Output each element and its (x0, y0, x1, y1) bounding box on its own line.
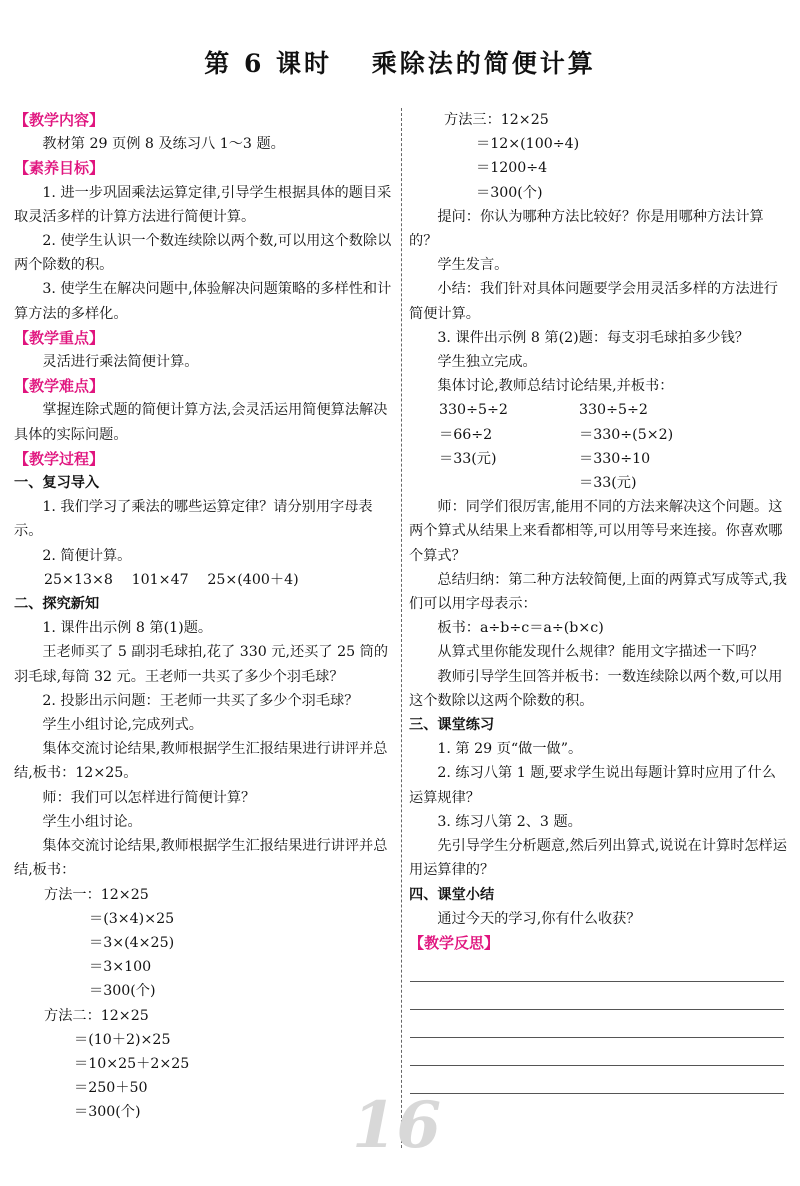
paragraph: 集体讨论,教师总结讨论结果,并板书： (437, 378, 674, 395)
calc-pair (409, 398, 789, 422)
paragraph: 从算式里你能发现什么规律？能用文字描述一下吗？ (437, 644, 764, 661)
writing-line (410, 1009, 784, 1010)
calc-line: 25×13×8 101×47 25×(400＋4) (44, 571, 299, 588)
paragraph: 提问：你认为哪种方法比较好？你是用哪种方法计算的？ (409, 208, 764, 250)
method-line: ＝3×100 (89, 959, 152, 976)
calc-left: ＝33(元) (439, 450, 497, 467)
paragraph: 3. 练习八第 2、3 题。 (437, 813, 582, 830)
paragraph: 学生小组讨论,完成列式。 (42, 717, 203, 734)
method-line: ＝3×(4×25) (89, 934, 175, 951)
writing-line (410, 1093, 784, 1094)
paragraph: 总结归纳：第二种方法较简便,上面的两算式写成等式,我们可以用字母表示： (409, 571, 787, 613)
heading-process: 【教学过程】 (14, 449, 105, 468)
method-line: ＝12×(100÷4) (476, 136, 580, 153)
method-line: 方法一：12×25 (44, 886, 149, 903)
column-divider (401, 108, 402, 1148)
calc-left: ＝66÷2 (439, 426, 493, 443)
calc-right: ＝33(元) (579, 475, 637, 492)
method-line: 方法三：12×25 (444, 112, 549, 128)
paragraph: 集体交流讨论结果,教师根据学生汇报结果进行讲评并总结,板书：12×25。 (14, 741, 388, 782)
paragraph: 2. 使学生认识一个数连续除以两个数,可以用这个数除以两个除数的积。 (14, 233, 392, 274)
method-line: ＝300(个) (74, 1104, 141, 1121)
reflection-lines (410, 981, 784, 1121)
heading-key-points: 【教学重点】 (14, 328, 105, 347)
section-title: 四、课堂小结 (409, 886, 495, 903)
method-line: 方法二：12×25 (44, 1007, 149, 1024)
paragraph: 学生小组讨论。 (42, 813, 142, 830)
calc-right: ＝330÷10 (579, 450, 651, 467)
calc-right: 330÷5÷2 (579, 402, 648, 419)
paragraph: 掌握连除式题的简便计算方法,会灵活运用简便算法解决具体的实际问题。 (14, 402, 388, 443)
section-title: 一、复习导入 (14, 475, 100, 492)
calc-pair (409, 423, 789, 447)
method-line: ＝250＋50 (74, 1080, 148, 1097)
heading-teaching-content: 【教学内容】 (14, 111, 105, 129)
paragraph: 学生独立完成。 (437, 354, 537, 371)
paragraph: 2. 练习八第 1 题,要求学生说出每题计算时应用了什么运算规律？ (409, 765, 776, 806)
calc-left: 330÷5÷2 (439, 402, 508, 419)
writing-line (410, 1037, 784, 1038)
paragraph: 灵活进行乘法简便计算。 (42, 354, 199, 371)
paragraph: 先引导学生分析题意,然后列出算式,说说在计算时怎样运用运算律的？ (409, 838, 787, 879)
writing-line (410, 1065, 784, 1066)
paragraph: 师：我们可以怎样进行简便计算？ (42, 789, 256, 806)
calc-right: ＝330÷(5×2) (579, 426, 674, 443)
heading-reflection: 【教学反思】 (409, 933, 500, 952)
paragraph: 1. 课件出示例 8 第(1)题。 (42, 620, 213, 637)
paragraph: 1. 第 29 页“做一做”。 (437, 741, 583, 758)
paragraph: 1. 我们学习了乘法的哪些运算定律？请分别用字母表示。 (14, 499, 373, 540)
method-line: ＝(10＋2)×25 (74, 1031, 171, 1048)
paragraph: 师：同学们很厉害,能用不同的方法来解决这个问题。这两个算式从结果上来看都相等,可以用等号来连接。你喜欢哪个算式？ (409, 499, 783, 564)
method-line: ＝300(个) (89, 983, 156, 1000)
paragraph: 2. 投影出示问题：王老师一共买了多少个羽毛球？ (42, 692, 359, 709)
paragraph: 小结：我们针对具体问题要学会用灵活多样的方法进行简便计算。 (409, 281, 778, 322)
paragraph: 2. 简便计算。 (42, 547, 132, 564)
left-column (14, 108, 392, 1125)
paragraph: 教材第 29 页例 8 及练习八 1～3 题。 (42, 136, 285, 153)
right-column (409, 108, 789, 955)
paragraph: 学生发言。 (437, 257, 509, 274)
paragraph: 3. 使学生在解决问题中,体验解决问题策略的多样性和计算方法的多样化。 (14, 281, 392, 322)
paragraph: 教师引导学生回答并板书：一数连续除以两个数,可以用这个数除以这两个除数的积。 (409, 668, 783, 709)
heading-difficulties: 【教学难点】 (14, 377, 105, 396)
calc-pair (409, 447, 789, 471)
paragraph: 板书：a÷b÷c＝a÷(b×c) (437, 620, 604, 637)
section-title: 二、探究新知 (14, 596, 100, 613)
paragraph: 3. 课件出示例 8 第(2)题：每支羽毛球拍多少钱？ (437, 329, 749, 346)
calc-left-empty (409, 471, 579, 495)
method-line: ＝(3×4)×25 (89, 910, 175, 927)
writing-line (410, 981, 784, 982)
page-title: 第 6 课时 乘除法的简便计算 (204, 49, 596, 78)
calc-pair (409, 471, 789, 495)
paragraph: 通过今天的学习,你有什么收获？ (437, 910, 641, 927)
method-line: ＝300(个) (476, 184, 543, 201)
paragraph: 集体交流讨论结果,教师根据学生汇报结果进行讲评并总结,板书： (14, 838, 388, 879)
method-line: ＝10×25＋2×25 (74, 1055, 190, 1072)
paragraph: 王老师买了 5 副羽毛球拍,花了 330 元,还买了 25 筒的羽毛球,每筒 32 元。王老师一共买了多少个羽毛球？ (14, 644, 389, 685)
paragraph: 1. 进一步巩固乘法运算定律,引导学生根据具体的题目采取灵活多样的计算方法进行简便计算。 (14, 184, 392, 225)
page-number: 16 (352, 1088, 442, 1163)
method-line: ＝1200÷4 (476, 160, 548, 177)
section-title: 三、课堂练习 (409, 717, 495, 734)
heading-goals: 【素养目标】 (14, 159, 105, 178)
